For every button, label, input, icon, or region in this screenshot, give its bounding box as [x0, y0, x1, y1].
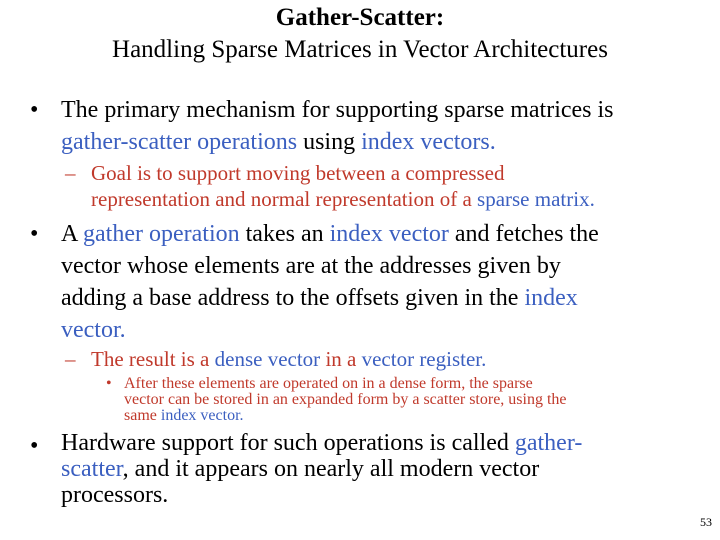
bullet-marker: •	[30, 97, 39, 123]
bullet-3: Hardware support for such operations is called gather- scatter, and it appears on nearly all modern vector processors.	[61, 430, 583, 508]
bullet-1	[61, 94, 701, 158]
bullet-marker: •	[30, 433, 39, 459]
sub-bullet-2: The result is a dense vector in a vector register.	[91, 347, 487, 371]
bullet-2: A gather operation takes an index vector and fetches the vector whose elements are at the addresses given by adding a base address to the offsets given in the index vector.	[61, 221, 599, 343]
sub-sub-bullet-marker: •	[106, 375, 112, 392]
term-index-vector: index vector.	[160, 407, 244, 424]
bullet-marker: •	[30, 221, 39, 247]
page-number: 53	[700, 515, 712, 529]
term-index-vector: index vector	[329, 221, 449, 247]
term-gather-operation: gather operation	[83, 221, 240, 247]
bullet-1-line-2: gather-scatter operations using index vectors.	[61, 129, 496, 155]
sub-sub-bullet-1: After these elements are operated on in a dense form, the sparse vector can be stored in an expanded form by a scatter store, using the same index vector.	[124, 375, 567, 424]
sub-bullet-marker: –	[65, 347, 76, 371]
sub-bullet-marker: –	[65, 161, 76, 185]
title-line-1: Gather-Scatter:	[275, 4, 445, 31]
bullet-1-line-1: The primary mechanism for supporting sparse matrices is	[61, 97, 614, 123]
term-dense-vector: dense vector	[214, 347, 321, 371]
term-vector-register: vector register.	[361, 347, 487, 371]
slide-title	[0, 2, 720, 66]
sub-bullet-1: Goal is to support moving between a compressed representation and normal representation of a sparse matrix.	[91, 161, 595, 211]
term-sparse-matrix: sparse matrix.	[477, 187, 595, 211]
term-index-vectors: index vectors.	[361, 129, 496, 155]
term-gather-scatter-operations: gather-scatter operations	[61, 129, 298, 155]
title-line-2: Handling Sparse Matrices in Vector Architectures	[112, 36, 608, 63]
term-gather-scatter: gather-	[514, 430, 583, 456]
